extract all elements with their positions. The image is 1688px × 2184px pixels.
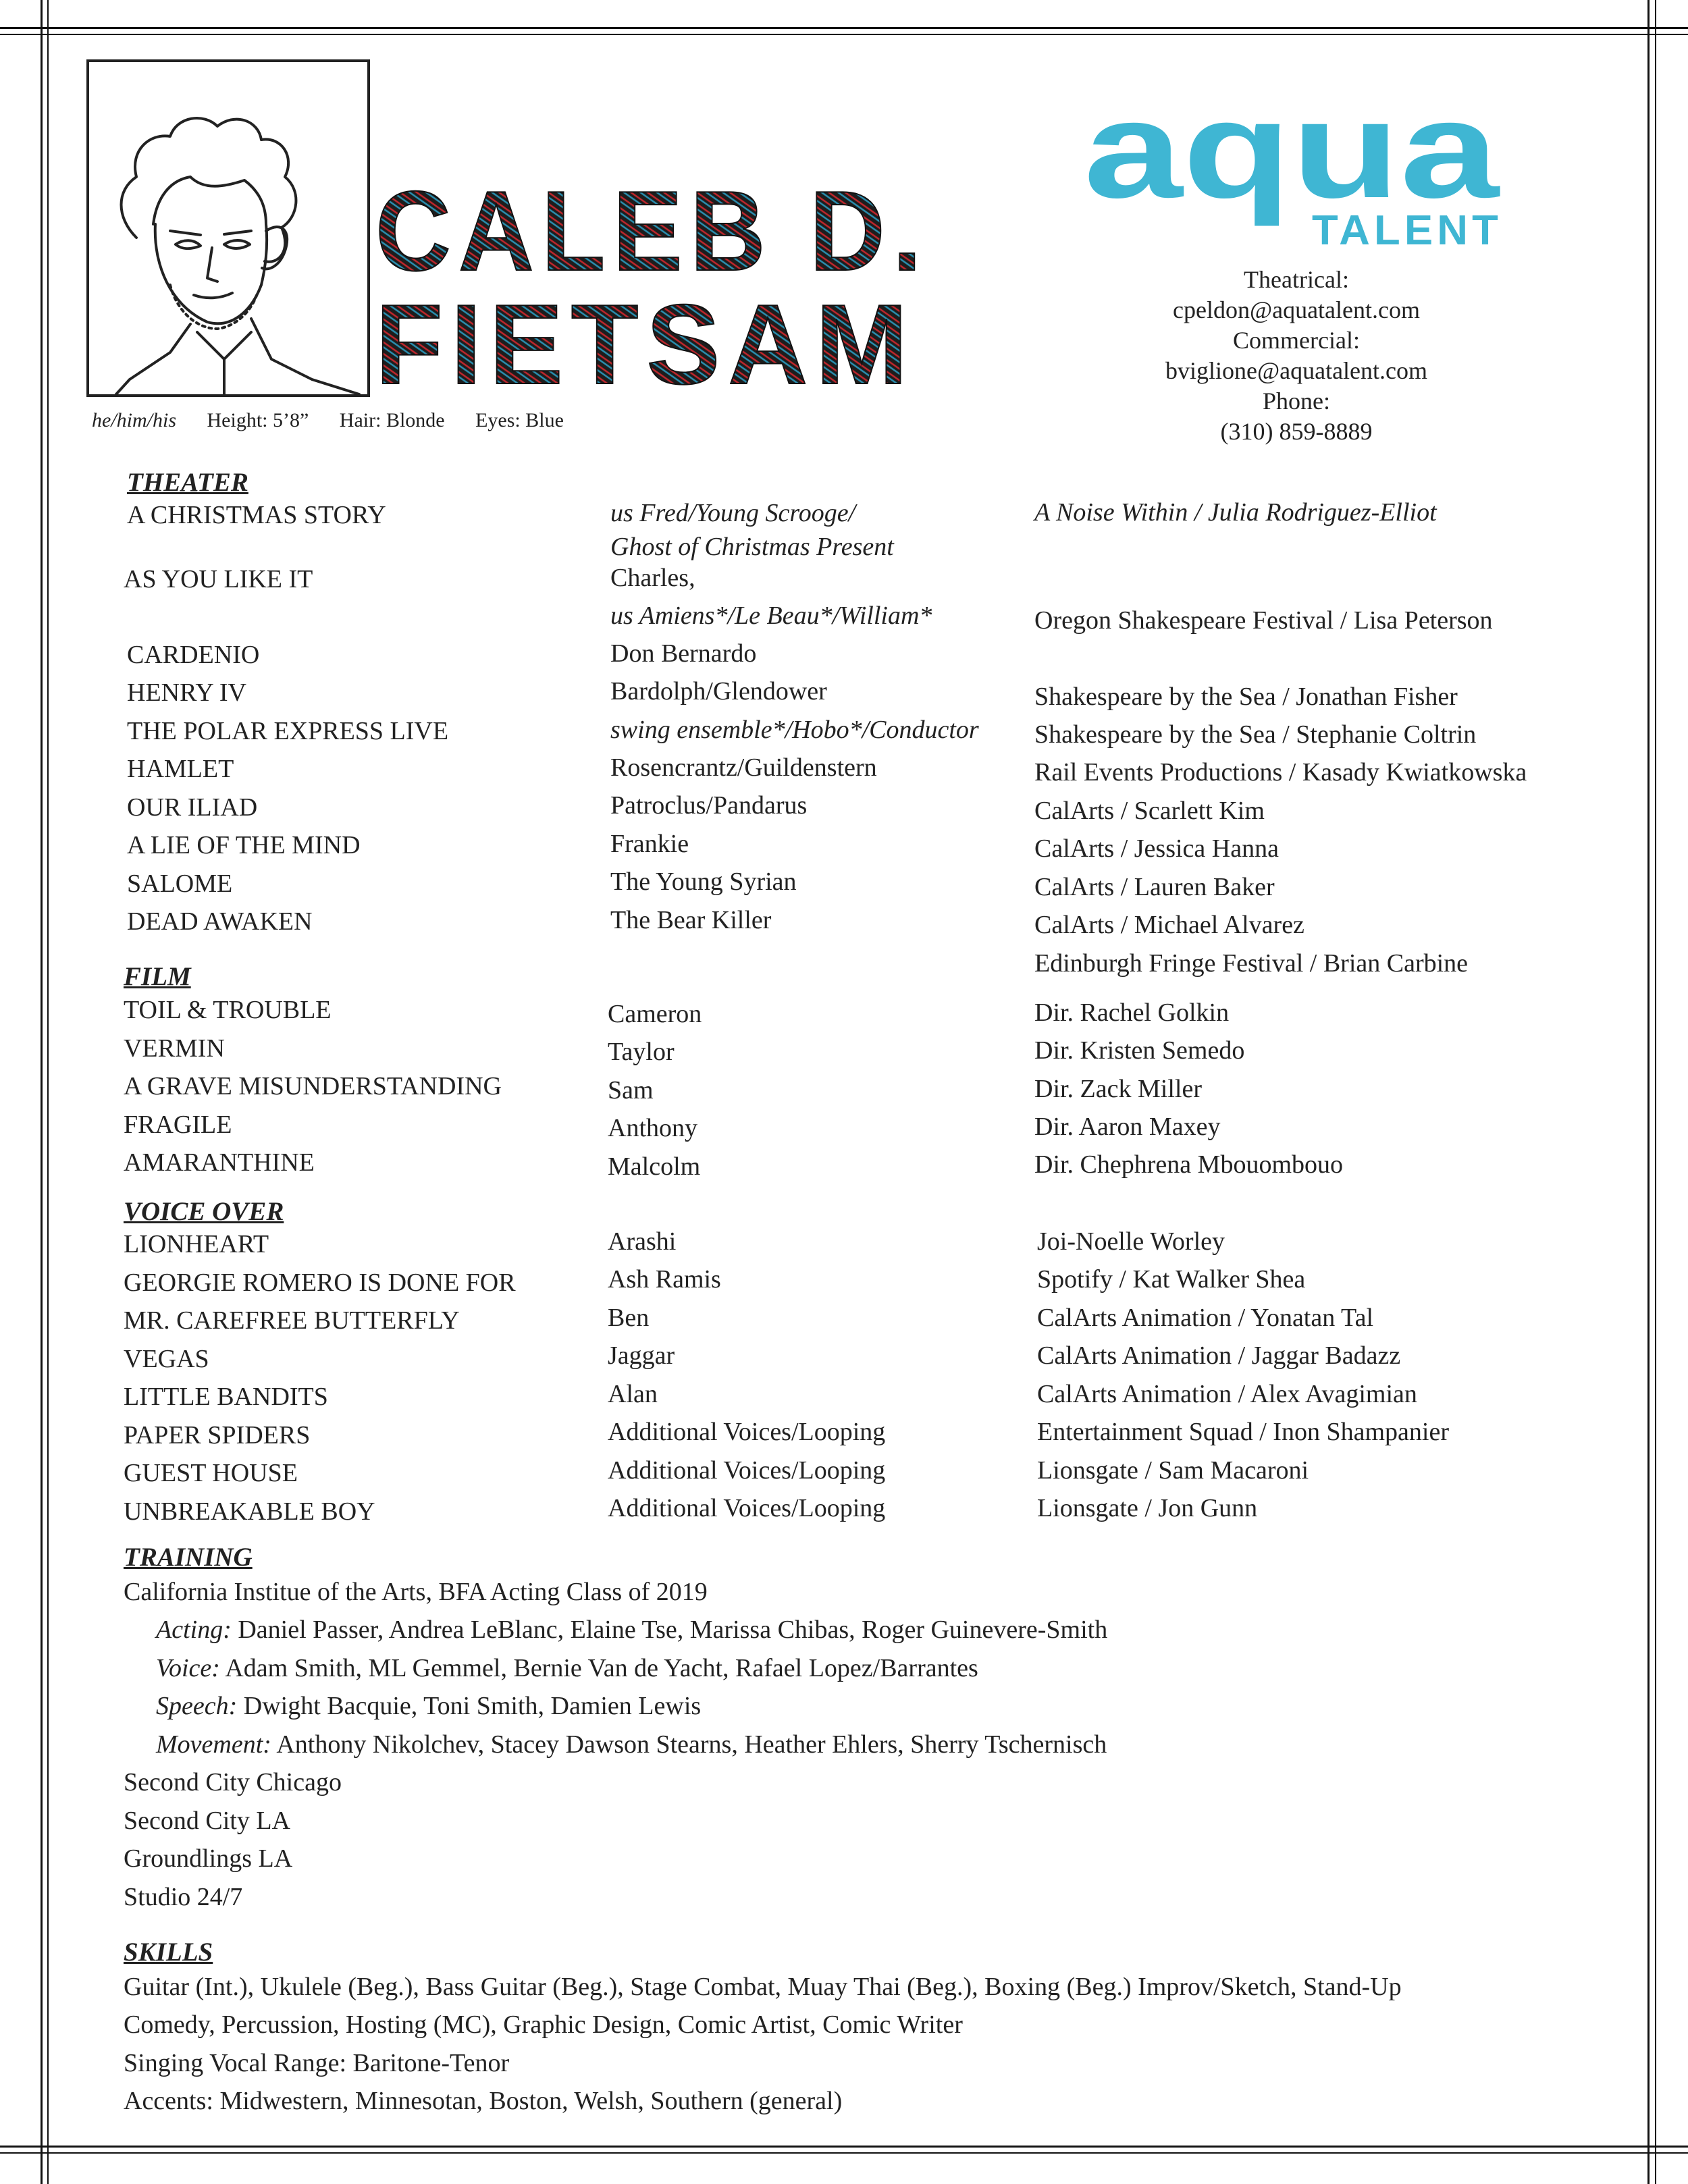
film-director: Dir. Rachel Golkin	[1034, 998, 1230, 1027]
theater-role: Frankie	[610, 830, 689, 858]
theater-company: Rail Events Productions / Kasady Kwiatkowska	[1034, 758, 1527, 787]
film-role: Cameron	[608, 1000, 702, 1028]
theater-company: CalArts / Michael Alvarez	[1034, 911, 1304, 939]
vo-title: VEGAS	[124, 1345, 209, 1373]
actor-name	[370, 169, 951, 398]
theater-title: CARDENIO	[127, 641, 260, 669]
vo-title: PAPER SPIDERS	[124, 1421, 311, 1449]
theater-company: Shakespeare by the Sea / Jonathan Fisher	[1034, 683, 1458, 711]
frame-right-2	[1655, 0, 1656, 2184]
training-voice	[156, 1649, 978, 1687]
frame-top	[0, 27, 1688, 29]
theater-title: HENRY IV	[127, 678, 246, 707]
skills-line: Singing Vocal Range: Baritone-Tenor	[124, 2049, 510, 2077]
frame-top-2	[0, 34, 1688, 35]
agency-contact	[1107, 265, 1485, 447]
vo-role: Additional Voices/Looping	[608, 1418, 886, 1446]
film-title: FRAGILE	[124, 1111, 232, 1139]
vo-role: Jaggar	[608, 1341, 675, 1370]
commercial-label: Commercial:	[1233, 327, 1360, 354]
film-role: Sam	[608, 1076, 654, 1104]
skills-line: Guitar (Int.), Ukulele (Beg.), Bass Guitar (Beg.), Stage Combat, Muay Thai (Beg.), Boxing (Beg.) Improv/Sketch, Stand-Up	[124, 1973, 1402, 2001]
theater-company: CalArts / Scarlett Kim	[1034, 797, 1265, 825]
theater-company: Oregon Shakespeare Festival / Lisa Peterson	[1034, 606, 1493, 635]
theater-role: The Bear Killer	[610, 906, 772, 934]
speech-label: Speech:	[156, 1692, 238, 1720]
theater-role: Rosencrantz/Guildenstern	[610, 753, 877, 782]
theater-role: Don Bernardo	[610, 639, 757, 668]
speech-teachers: Dwight Bacquie, Toni Smith, Damien Lewis	[243, 1692, 702, 1720]
theater-role: Ghost of Christmas Present	[610, 533, 894, 561]
training-acting	[156, 1611, 1107, 1649]
acting-teachers: Daniel Passer, Andrea LeBlanc, Elaine Tse, Marissa Chibas, Roger Guinevere-Smith	[238, 1616, 1108, 1644]
training-other: Studio 24/7	[124, 1883, 243, 1911]
voice-over-heading: VOICE OVER	[124, 1197, 284, 1226]
vo-title: MR. CAREFREE BUTTERFLY	[124, 1306, 460, 1335]
film-director: Dir. Kristen Semedo	[1034, 1036, 1245, 1065]
height: Height: 5’8”	[207, 409, 309, 431]
theater-company: Edinburgh Fringe Festival / Brian Carbine	[1034, 949, 1469, 978]
name-line-2: FIETSAM	[375, 281, 916, 398]
theater-title: A LIE OF THE MIND	[127, 831, 361, 859]
theater-role: us Fred/Young Scrooge/	[610, 499, 856, 527]
film-title: AMARANTHINE	[124, 1148, 315, 1177]
vo-company: Joi-Noelle Worley	[1037, 1227, 1225, 1256]
film-role: Taylor	[608, 1038, 675, 1066]
aqua-talent-logo	[1084, 101, 1506, 257]
theatrical-email[interactable]: cpeldon@aquatalent.com	[1172, 296, 1420, 323]
theater-company: CalArts / Lauren Baker	[1034, 873, 1275, 901]
vo-role: Alan	[608, 1380, 658, 1408]
portrait-drawing	[89, 62, 367, 394]
frame-left	[41, 0, 43, 2184]
theater-title: A CHRISTMAS STORY	[127, 501, 386, 529]
theater-company: A Noise Within / Julia Rodriguez-Elliot	[1034, 498, 1437, 527]
movement-label: Movement:	[156, 1730, 271, 1759]
theater-title: THE POLAR EXPRESS LIVE	[127, 717, 449, 745]
vo-company: Entertainment Squad / Inon Shampanier	[1037, 1418, 1449, 1446]
commercial-email[interactable]: bviglione@aquatalent.com	[1165, 357, 1428, 384]
vo-title: LIONHEART	[124, 1230, 269, 1258]
theater-title: OUR ILIAD	[127, 793, 258, 822]
logo-subtitle: TALENT	[1312, 207, 1502, 254]
film-role: Anthony	[608, 1114, 697, 1142]
vo-title: GEORGIE ROMERO IS DONE FOR	[124, 1269, 516, 1297]
logo-wordmark: aqua	[1084, 101, 1501, 227]
theater-role: Bardolph/Glendower	[610, 677, 827, 705]
vo-title: UNBREAKABLE BOY	[124, 1497, 375, 1526]
theater-title: DEAD AWAKEN	[127, 907, 313, 936]
training-movement	[156, 1726, 1107, 1763]
skills-line: Comedy, Percussion, Hosting (MC), Graphic Design, Comic Artist, Comic Writer	[124, 2010, 963, 2039]
vo-role: Additional Voices/Looping	[608, 1494, 886, 1522]
film-director: Dir. Zack Miller	[1034, 1075, 1202, 1103]
theater-title: HAMLET	[127, 755, 234, 783]
vo-company: Lionsgate / Sam Macaroni	[1037, 1456, 1309, 1485]
phone-number[interactable]: (310) 859-8889	[1220, 418, 1373, 445]
phone-label: Phone:	[1262, 388, 1330, 415]
vo-company: CalArts Animation / Alex Avagimian	[1037, 1380, 1417, 1408]
skills-line: Accents: Midwestern, Minnesotan, Boston, Welsh, Southern (general)	[124, 2087, 843, 2115]
voice-teachers: Adam Smith, ML Gemmel, Bernie Van de Yacht, Rafael Lopez/Barrantes	[225, 1654, 978, 1682]
theatrical-label: Theatrical:	[1244, 266, 1349, 293]
frame-bottom-2	[0, 2152, 1688, 2154]
acting-label: Acting:	[156, 1616, 232, 1644]
frame-left-2	[47, 0, 49, 2184]
film-role: Malcolm	[608, 1152, 701, 1181]
film-title: VERMIN	[124, 1034, 225, 1063]
voice-label: Voice:	[156, 1654, 220, 1682]
vo-title: GUEST HOUSE	[124, 1459, 298, 1487]
theater-role: swing ensemble*/Hobo*/Conductor	[610, 716, 979, 744]
vo-company: Spotify / Kat Walker Shea	[1037, 1265, 1306, 1294]
theater-role: us Amiens*/Le Beau*/William*	[610, 602, 932, 630]
theater-role: The Young Syrian	[610, 868, 797, 896]
training-speech	[156, 1687, 701, 1725]
vo-company: CalArts Animation / Yonatan Tal	[1037, 1304, 1374, 1332]
film-heading: FILM	[124, 962, 191, 991]
headshot-sketch	[86, 59, 370, 397]
vo-company: Lionsgate / Jon Gunn	[1037, 1494, 1258, 1522]
vo-role: Additional Voices/Looping	[608, 1456, 886, 1485]
film-title: TOIL & TROUBLE	[124, 996, 332, 1024]
theater-role: Patroclus/Pandarus	[610, 791, 808, 820]
training-other: Second City LA	[124, 1807, 290, 1835]
training-other: Second City Chicago	[124, 1768, 342, 1796]
vo-role: Arashi	[608, 1227, 677, 1256]
skills-heading: SKILLS	[124, 1938, 213, 1967]
film-title: A GRAVE MISUNDERSTANDING	[124, 1072, 502, 1100]
vo-company: CalArts Animation / Jaggar Badazz	[1037, 1341, 1401, 1370]
training-other: Groundlings LA	[124, 1844, 293, 1873]
vo-role: Ash Ramis	[608, 1265, 721, 1294]
vo-role: Ben	[608, 1304, 650, 1332]
theater-role: Charles,	[610, 564, 695, 592]
training-heading: TRAINING	[124, 1543, 253, 1572]
film-director: Dir. Chephrena Mbouombouo	[1034, 1150, 1344, 1179]
film-director: Dir. Aaron Maxey	[1034, 1113, 1221, 1141]
vo-title: LITTLE BANDITS	[124, 1383, 328, 1411]
name-line-1: CALEB D.	[375, 169, 929, 294]
physical-stats	[92, 409, 589, 432]
theater-title: SALOME	[127, 870, 233, 898]
hair: Hair: Blonde	[339, 409, 445, 431]
training-school: California Institue of the Arts, BFA Acting Class of 2019	[124, 1578, 708, 1606]
theater-heading: THEATER	[127, 468, 248, 497]
movement-teachers: Anthony Nikolchev, Stacey Dawson Stearns, Heather Ehlers, Sherry Tschernisch	[276, 1730, 1107, 1759]
theater-company: CalArts / Jessica Hanna	[1034, 834, 1279, 863]
frame-right	[1647, 0, 1650, 2184]
frame-bottom	[0, 2146, 1688, 2148]
theater-title: AS YOU LIKE IT	[124, 565, 313, 593]
theater-company: Shakespeare by the Sea / Stephanie Coltrin	[1034, 720, 1477, 749]
eyes: Eyes: Blue	[475, 409, 564, 431]
pronouns: he/him/his	[92, 409, 176, 431]
